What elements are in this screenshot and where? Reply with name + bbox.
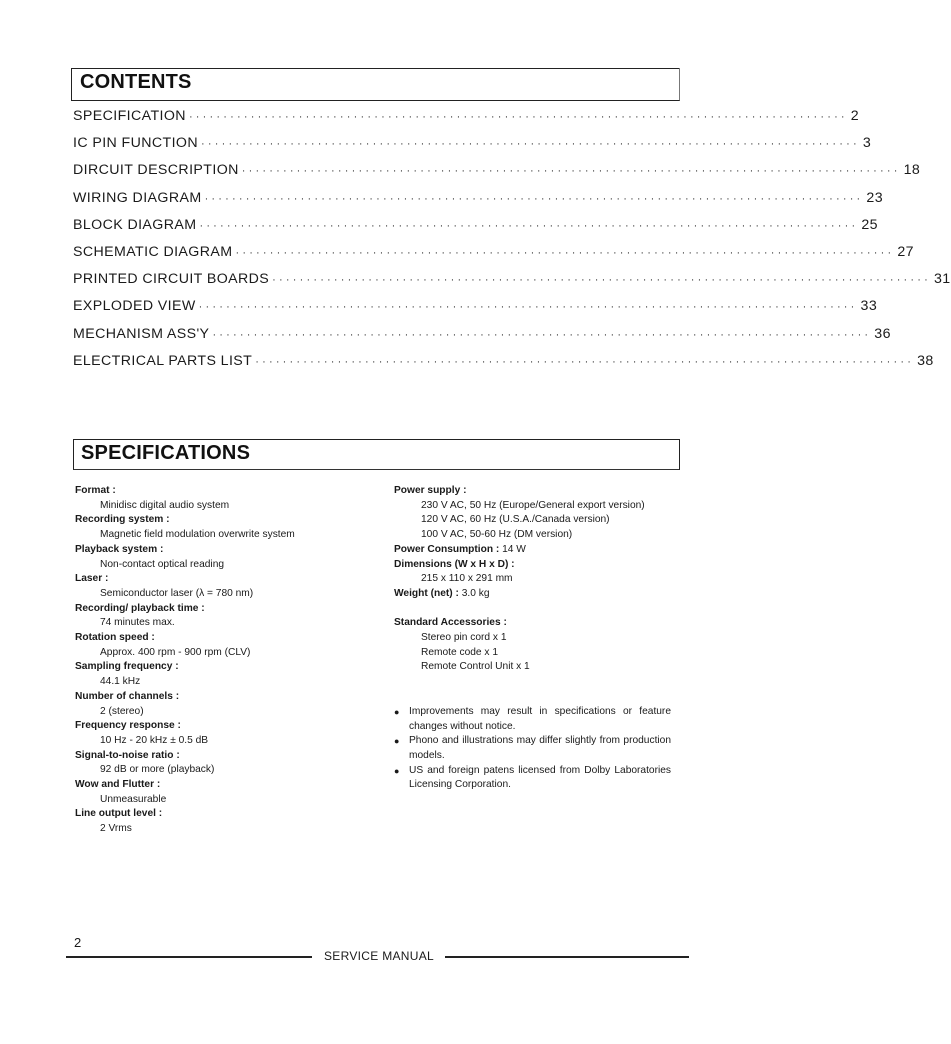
note-item	[394, 764, 694, 793]
note-text: US and foreign patens licensed from Dolby Laboratories Licensing Corporation.	[409, 764, 671, 791]
toc-entry[interactable]	[73, 162, 921, 189]
toc-entry-page: 38	[917, 352, 934, 369]
toc-leader-dots: ································································································	[201, 138, 860, 151]
spec-label: Line output level :	[75, 808, 163, 820]
toc-entry-title: EXPLODED VIEW	[73, 298, 196, 315]
spec-label: Recording system :	[75, 514, 170, 526]
spacer	[394, 690, 694, 705]
toc-entry-title: MECHANISM ASS'Y	[73, 325, 210, 342]
spec-label: Format :	[75, 485, 116, 496]
note-item	[394, 705, 694, 734]
note-item	[394, 734, 694, 763]
bullet-icon: ●	[394, 706, 400, 717]
toc-leader-dots: ································································································	[188, 111, 848, 123]
toc-leader-dots: ································································································	[198, 301, 858, 314]
toc-leader-dots: ································································································	[204, 192, 864, 205]
spec-label: Recording/ playback time :	[75, 602, 205, 614]
spec-value: Approx. 400 rpm - 900 rpm (CLV)	[100, 646, 251, 658]
weight	[394, 587, 694, 602]
spec-label: Number of channels :	[75, 690, 180, 702]
note-text: Improvements may result in specifications or feature changes without notice.	[409, 705, 671, 732]
footer-page-number: 2	[74, 935, 82, 950]
spec-value: 2 Vrms	[100, 823, 132, 835]
toc-entry-page: 2	[850, 108, 860, 124]
spec-value: 2 (stereo)	[100, 705, 144, 717]
toc-entry-title: SCHEMATIC DIAGRAM	[73, 243, 233, 260]
specifications-heading: SPECIFICATIONS	[81, 442, 251, 464]
spacer	[394, 602, 694, 617]
bullet-icon: ●	[394, 736, 400, 747]
spec-value: Non-contact optical reading	[100, 558, 225, 570]
accessory-item: Stereo pin cord x 1	[421, 632, 507, 644]
accessory-item: Remote Control Unit x 1	[421, 661, 530, 673]
power-supply-value: 230 V AC, 50 Hz (Europe/General export version)	[421, 499, 645, 511]
note-text: Phono and illustrations may differ slightly from production models.	[409, 735, 671, 761]
footer-service-manual-label: SERVICE MANUAL	[324, 949, 435, 963]
toc-leader-dots: ································································································	[199, 219, 859, 232]
weight-value: 3.0 kg	[461, 587, 490, 599]
spacer	[394, 675, 694, 690]
spec-label: Wow and Flutter :	[75, 779, 161, 791]
specifications-left-column	[75, 484, 365, 837]
spec-label: Playback system :	[75, 543, 164, 555]
spec-label: Rotation speed :	[75, 632, 155, 644]
toc-entry-page: 18	[903, 162, 921, 179]
toc-entry-title: DIRCUIT DESCRIPTION	[73, 162, 239, 179]
toc-entry[interactable]	[73, 216, 878, 244]
spec-value: Semiconductor laser (λ = 780 nm)	[100, 587, 254, 599]
power-supply-value: 100 V AC, 50-60 Hz (DM version)	[421, 529, 573, 541]
power-supply-label: Power supply :	[394, 485, 467, 496]
power-consumption-label: Power Consumption :	[394, 543, 500, 555]
toc-leader-dots: ································································································	[272, 274, 932, 287]
accessories-label: Standard Accessories :	[394, 617, 507, 629]
toc-entry-title: IC PIN FUNCTION	[73, 135, 199, 152]
toc-entry-page: 36	[874, 325, 891, 342]
spec-value: 44.1 kHz	[100, 676, 141, 688]
toc-entry-title: SPECIFICATION	[73, 108, 186, 124]
dimensions-value: 215 x 110 x 291 mm	[421, 573, 513, 585]
toc-entry[interactable]	[73, 108, 860, 135]
spec-label: Sampling frequency :	[75, 661, 179, 673]
spec-value: 92 dB or more (playback)	[100, 764, 215, 776]
dimensions-label: Dimensions (W x H x D) :	[394, 558, 515, 570]
table-of-contents	[73, 108, 951, 380]
accessory-item: Remote code x 1	[421, 646, 499, 658]
spec-value: 74 minutes max.	[100, 617, 175, 629]
toc-entry-page: 31	[934, 271, 951, 288]
toc-entry-page: 23	[866, 189, 884, 206]
toc-entry[interactable]	[73, 243, 914, 271]
toc-leader-dots: ································································································	[255, 355, 915, 368]
toc-entry[interactable]	[73, 352, 934, 380]
toc-entry-title: WIRING DIAGRAM	[73, 189, 202, 206]
toc-leader-dots: ································································································	[241, 165, 901, 178]
toc-entry-page: 33	[860, 298, 878, 315]
toc-entry-page: 27	[897, 243, 914, 260]
toc-entry[interactable]	[73, 271, 951, 298]
toc-leader-dots: ································································································	[235, 246, 895, 259]
power-consumption	[394, 543, 694, 558]
spec-label: Frequency response :	[75, 720, 181, 732]
toc-entry[interactable]	[73, 189, 884, 217]
power-consumption-value: 14 W	[502, 543, 526, 555]
toc-leader-dots: ································································································	[212, 328, 872, 341]
contents-heading-box	[71, 68, 680, 101]
power-supply-value: 120 V AC, 60 Hz (U.S.A./Canada version)	[421, 514, 610, 526]
spec-value: Unmeasurable	[100, 793, 167, 805]
toc-entry-page: 25	[861, 216, 878, 233]
toc-entry-title: PRINTED CIRCUIT BOARDS	[73, 271, 270, 288]
footer-rule-left	[66, 956, 312, 958]
footer-rule-right	[445, 956, 689, 958]
toc-entry[interactable]	[73, 135, 872, 162]
toc-entry[interactable]	[73, 298, 878, 325]
toc-entry-page: 3	[862, 135, 872, 152]
bullet-icon: ●	[394, 765, 400, 776]
spec-label: Signal-to-noise ratio :	[75, 749, 180, 761]
weight-label: Weight (net) :	[394, 587, 459, 599]
spec-label: Laser :	[75, 573, 109, 585]
specifications-heading-box	[73, 439, 680, 470]
toc-entry-title: BLOCK DIAGRAM	[73, 216, 197, 233]
spec-value: Magnetic field modulation overwrite system	[100, 529, 295, 541]
spec-value: Minidisc digital audio system	[100, 499, 230, 511]
toc-entry[interactable]	[73, 325, 891, 353]
contents-heading: CONTENTS	[80, 71, 192, 93]
spec-value: 10 Hz - 20 kHz ± 0.5 dB	[100, 734, 209, 746]
specifications-right-column	[394, 484, 694, 793]
toc-entry-title: ELECTRICAL PARTS LIST	[73, 352, 253, 369]
